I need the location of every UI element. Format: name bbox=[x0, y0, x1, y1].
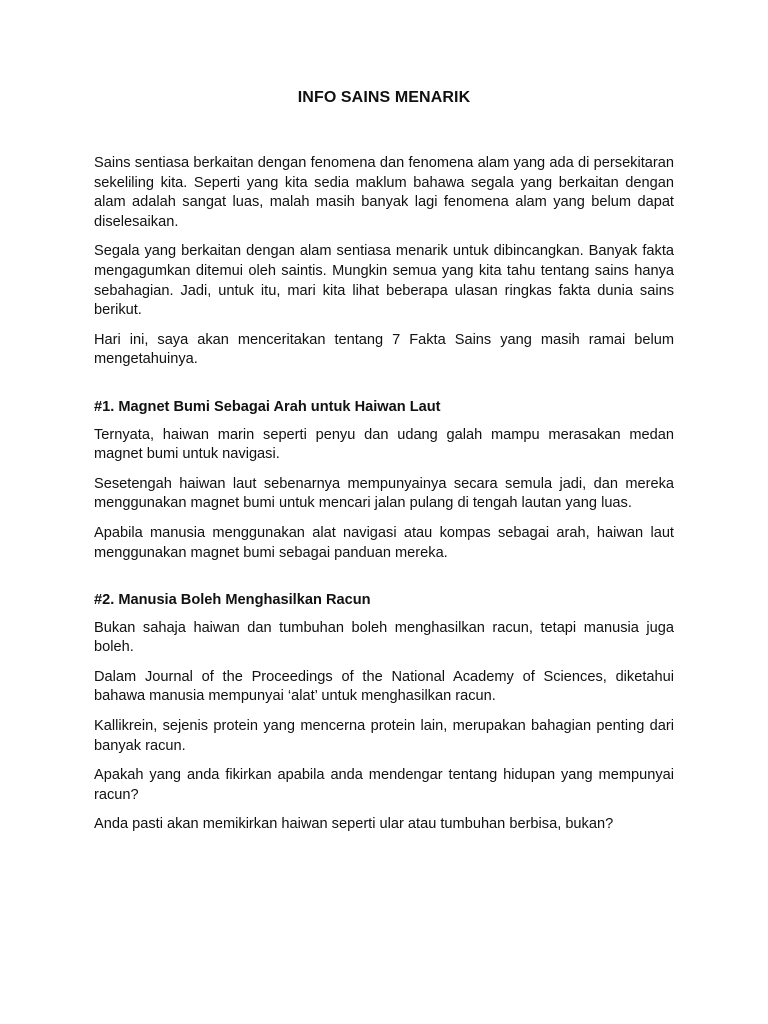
intro-paragraph: Hari ini, saya akan menceritakan tentang 7 Fakta Sains yang masih ramai belum mengetahuinya. bbox=[94, 331, 674, 368]
section-1 bbox=[94, 398, 674, 563]
section-2 bbox=[94, 591, 674, 835]
section-heading: #1. Magnet Bumi Sebagai Arah untuk Haiwan Laut bbox=[94, 398, 441, 415]
document-page bbox=[94, 89, 674, 845]
section-paragraph: Apabila manusia menggunakan alat navigasi atau kompas sebagai arah, haiwan laut menggunakan magnet bumi sebagai panduan mereka. bbox=[94, 524, 674, 561]
section-paragraph: Ternyata, haiwan marin seperti penyu dan udang galah mampu merasakan medan magnet bumi untuk navigasi. bbox=[94, 426, 674, 463]
intro-paragraph: Segala yang berkaitan dengan alam sentiasa menarik untuk dibincangkan. Banyak fakta mengagumkan ditemui oleh saintis. Mungkin semua yang kita tahu tentang sains hanya sebahagian. Jadi, untuk itu, mari kita lihat beberapa ulasan ringkas fakta dunia sains berikut. bbox=[94, 243, 674, 319]
section-paragraph: Apakah yang anda fikirkan apabila anda mendengar tentang hidupan yang mempunyai racun? bbox=[94, 767, 674, 803]
section-heading: #2. Manusia Boleh Menghasilkan Racun bbox=[94, 592, 371, 609]
page-title: INFO SAINS MENARIK bbox=[297, 89, 471, 106]
section-paragraph: Kallikrein, sejenis protein yang mencerna protein lain, merupakan bahagian penting dari banyak racun. bbox=[94, 718, 674, 754]
section-paragraph: Dalam Journal of the Proceedings of the National Academy of Sciences, diketahui bahawa manusia mempunyai ‘alat’ untuk menghasilkan racun. bbox=[94, 668, 674, 705]
intro-paragraph: Sains sentiasa berkaitan dengan fenomena dan fenomena alam yang ada di persekitaran sekeliling kita. Seperti yang kita sedia maklum bahawa segala yang berkaitan dengan alam adalah sangat luas, malah masih banyak lagi fenomena alam yang belum dapat diselesaikan. bbox=[94, 155, 674, 230]
section-paragraph: Sesetengah haiwan laut sebenarnya mempunyainya secara semula jadi, dan mereka menggunakan magnet bumi untuk mencari jalan pulang di tengah lautan yang luas. bbox=[94, 475, 674, 512]
section-paragraph: Bukan sahaja haiwan dan tumbuhan boleh menghasilkan racun, tetapi manusia juga boleh. bbox=[94, 619, 674, 656]
section-paragraph: Anda pasti akan memikirkan haiwan seperti ular atau tumbuhan berbisa, bukan? bbox=[94, 816, 614, 833]
